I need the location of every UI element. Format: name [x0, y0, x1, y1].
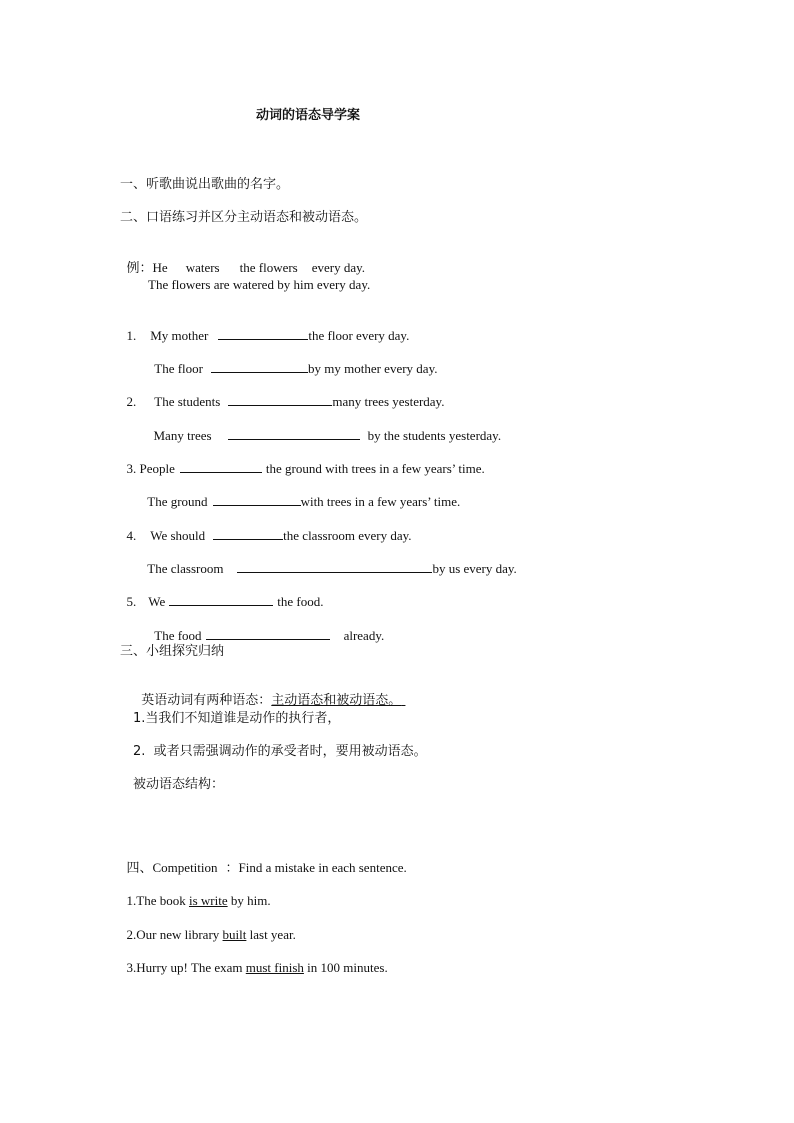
exercise-text: The classroom	[147, 561, 224, 576]
section-4-colon: ：	[225, 861, 239, 876]
exercise-text: with trees in a few years’ time.	[300, 494, 461, 509]
exercise-text: the classroom every day.	[283, 528, 412, 543]
exercise-text: We	[148, 594, 166, 609]
competition-sentence-2	[120, 911, 296, 943]
exercise-text: The ground	[147, 494, 208, 509]
example-word-subject: He	[152, 260, 168, 275]
answer-blank[interactable]	[213, 493, 301, 506]
answer-blank[interactable]	[180, 460, 262, 473]
exercise-5-active	[120, 577, 323, 610]
sentence-text: last year.	[246, 927, 296, 942]
section-4-label: Competition	[152, 860, 218, 875]
answer-blank[interactable]	[213, 527, 283, 540]
exercise-text: the food.	[277, 594, 324, 609]
exercise-number: 2.	[126, 394, 137, 409]
exercise-text: 3. People	[126, 461, 175, 476]
section-3-heading: 三、小组探究归纳	[120, 644, 225, 659]
section-3-point-2: 2. 或者只需强调动作的承受者时，要用被动语态。	[133, 744, 427, 759]
exercise-text: The floor	[154, 361, 203, 376]
exercise-text: My mother	[150, 328, 209, 343]
exercise-2-active	[120, 377, 444, 410]
exercise-text: many trees yesterday.	[332, 394, 445, 409]
mistake-underlined: must finish	[245, 960, 304, 975]
exercise-text: the floor every day.	[308, 328, 410, 343]
exercise-3-active	[120, 444, 485, 477]
answer-blank[interactable]	[228, 427, 360, 440]
exercise-text: by the students yesterday.	[367, 428, 502, 443]
section-3-intro	[133, 677, 405, 709]
section-2-heading: 二、口语练习并区分主动语态和被动语态。	[120, 210, 368, 225]
exercise-1-active	[120, 311, 409, 344]
answer-blank[interactable]	[228, 393, 332, 406]
exercise-3-passive	[141, 477, 460, 510]
intro-underlined-text: 主动语态和被动语态。	[271, 693, 402, 708]
example-word-time: every day.	[311, 260, 366, 275]
exercise-text: the ground with trees in a few years’ time.	[265, 461, 485, 476]
example-word-verb: waters	[185, 260, 220, 275]
exercise-4-passive	[141, 544, 517, 577]
exercise-4-active	[120, 511, 412, 544]
sentence-text: 2.Our new library	[126, 927, 223, 942]
exercise-text: by my mother every day.	[308, 361, 438, 376]
answer-blank[interactable]	[237, 560, 432, 573]
answer-blank[interactable]	[218, 327, 308, 340]
exercise-number: 1.	[126, 328, 137, 343]
section-4-prefix: 四、	[126, 861, 153, 876]
exercise-number: 5.	[126, 594, 137, 609]
exercise-1-passive	[148, 344, 437, 377]
mistake-underlined: built	[222, 927, 247, 942]
section-3-point-1: 1.当我们不知道谁是动作的执行者，	[133, 711, 341, 726]
exercise-text: already.	[343, 628, 385, 643]
sentence-text: by him.	[227, 893, 271, 908]
exercise-text: The food	[154, 628, 202, 643]
exercise-text: by us every day.	[432, 561, 517, 576]
example-prefix: 例：	[126, 261, 153, 276]
mistake-underlined: is write	[188, 893, 228, 908]
answer-blank[interactable]	[169, 593, 273, 606]
intro-text: 英语动词有两种语态：	[141, 693, 272, 708]
answer-blank[interactable]	[211, 360, 308, 373]
exercise-text: The students	[154, 394, 221, 409]
section-1-heading: 一、听歌曲说出歌曲的名字。	[120, 177, 290, 192]
exercise-2-passive	[147, 411, 501, 444]
sentence-text: 1.The book	[126, 893, 189, 908]
sentence-text: 3.Hurry up! The exam	[126, 960, 246, 975]
page-title: 动词的语态导学案	[256, 108, 361, 123]
answer-blank[interactable]	[206, 627, 330, 640]
competition-sentence-3	[120, 944, 388, 976]
example-passive-sentence: The flowers are watered by him every day.	[148, 277, 371, 292]
exercise-5-passive	[148, 611, 384, 644]
sentence-text: in 100 minutes.	[303, 960, 388, 975]
competition-sentence-1	[120, 877, 271, 909]
exercise-text: Many trees	[153, 428, 212, 443]
section-4-heading	[120, 844, 407, 877]
section-4-instruction: Find a mistake in each sentence.	[238, 860, 407, 875]
exercise-text: We should	[150, 528, 206, 543]
example-active-sentence	[120, 244, 365, 277]
exercise-number: 4.	[126, 528, 137, 543]
passive-structure-label: 被动语态结构：	[133, 777, 225, 792]
example-word-object: the flowers	[239, 260, 298, 275]
